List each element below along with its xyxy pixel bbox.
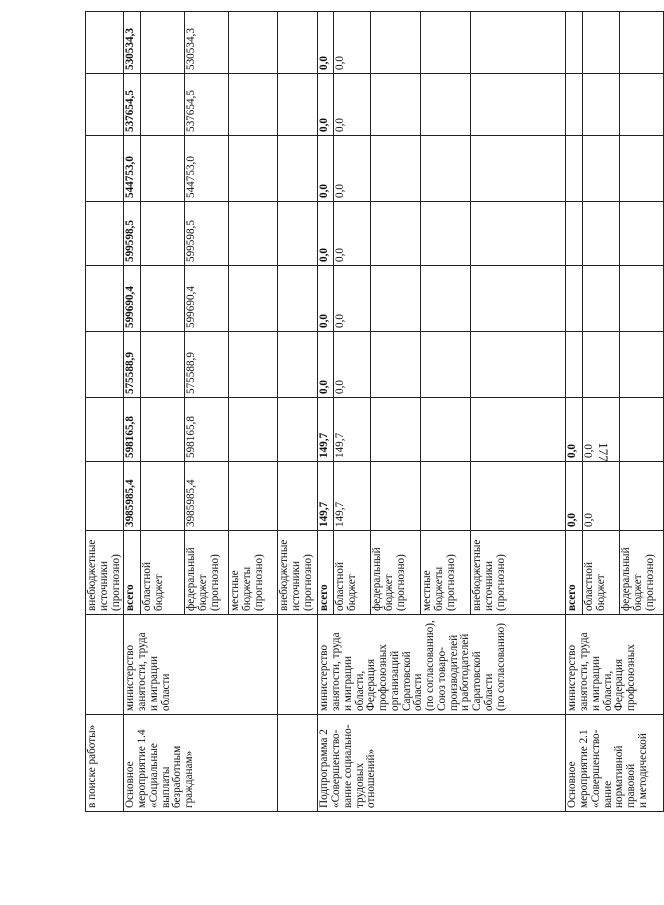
table-cell: 0,0: [583, 398, 620, 462]
table-cell: 0,0: [334, 266, 371, 332]
table-cell: [229, 332, 278, 398]
page-number: 177: [596, 442, 611, 462]
table-cell: [141, 202, 185, 266]
table-cell: [86, 398, 124, 462]
table-cell: [620, 136, 664, 202]
table-cell: [583, 266, 620, 332]
table-cell: [566, 202, 583, 266]
budget-table-rotated: [85, 12, 656, 812]
table-cell: 575588,9: [124, 332, 141, 398]
table-cell: [620, 74, 664, 136]
table-cell: [421, 266, 471, 332]
table-cell: 0,0: [566, 398, 583, 462]
table-cell: [620, 266, 664, 332]
table-cell: [583, 12, 620, 74]
table-cell: [421, 74, 471, 136]
table-cell: местные бюджеты (прогнозно): [229, 531, 278, 615]
table-cell: Основное мероприятие 1.4 «Социальные выплаты безработным гражданам»: [124, 715, 278, 812]
table-cell: [371, 462, 421, 531]
table-cell: [229, 136, 278, 202]
table-cell: [583, 74, 620, 136]
table-row: [318, 12, 334, 812]
table-cell: 0,0: [334, 332, 371, 398]
table-row: [124, 12, 141, 812]
table-cell: [86, 462, 124, 531]
table-cell: министерство занятости, труда и миграции области, Федерация профсоюзных организаций Саратовской области (по согласованию), Союз товаро- производителей и работодателей Саратовской области (по согласованию): [318, 615, 566, 715]
table-cell: [141, 136, 185, 202]
table-cell: [371, 74, 421, 136]
table-cell: [471, 202, 566, 266]
table-cell: всего: [124, 531, 141, 615]
table-cell: 0,0: [566, 462, 583, 531]
table-cell: [371, 202, 421, 266]
table-cell: [86, 202, 124, 266]
table-cell: [421, 462, 471, 531]
table-cell: 0,0: [318, 202, 334, 266]
table-cell: [566, 74, 583, 136]
table-cell: [471, 332, 566, 398]
table-cell: [86, 136, 124, 202]
table-cell: [371, 12, 421, 74]
table-cell: 537654,5: [185, 74, 229, 136]
table-cell: [141, 12, 185, 74]
table-row: [86, 12, 124, 812]
table-cell: 544753,0: [124, 136, 141, 202]
table-cell: 3985985,4: [124, 462, 141, 531]
table-cell: [620, 398, 664, 462]
table-cell: [371, 332, 421, 398]
table-cell: [278, 266, 318, 332]
table-cell: [86, 12, 124, 74]
table-cell: [471, 12, 566, 74]
table-cell: [371, 266, 421, 332]
table-cell: 598165,8: [185, 398, 229, 462]
table-cell: 599690,4: [124, 266, 141, 332]
table-cell: [278, 202, 318, 266]
table-cell: министерство занятости, труда и миграции области: [124, 615, 278, 715]
budget-table: [85, 11, 664, 812]
table-cell: [566, 266, 583, 332]
table-cell: внебюджетные источники (прогнозно): [86, 531, 124, 615]
table-cell: 0,0: [318, 332, 334, 398]
table-cell: [229, 202, 278, 266]
table-cell: [421, 332, 471, 398]
table-cell: 149,7: [318, 398, 334, 462]
table-cell: [421, 12, 471, 74]
table-cell: [620, 462, 664, 531]
table-cell: [278, 462, 318, 531]
table-cell: [471, 74, 566, 136]
table-cell: 0,0: [334, 136, 371, 202]
table-cell: [278, 715, 318, 812]
table-cell: [583, 202, 620, 266]
table-cell: 599598,5: [185, 202, 229, 266]
table-cell: федеральный бюджет (прогнозно): [620, 531, 664, 615]
table-cell: [229, 398, 278, 462]
table-cell: 530534,3: [185, 12, 229, 74]
table-cell: [86, 266, 124, 332]
table-cell: [371, 136, 421, 202]
table-cell: 0,0: [334, 202, 371, 266]
table-cell: Основное мероприятие 2.1 «Совершенство- вание нормативной правовой и методической: [566, 715, 664, 812]
table-cell: 149,7: [318, 462, 334, 531]
table-cell: [471, 266, 566, 332]
table-cell: 0,0: [334, 74, 371, 136]
table-cell: [566, 12, 583, 74]
table-cell: всего: [318, 531, 334, 615]
table-cell: [278, 12, 318, 74]
table-cell: [278, 136, 318, 202]
table-cell: 599690,4: [185, 266, 229, 332]
table-cell: [229, 74, 278, 136]
table-cell: [421, 398, 471, 462]
table-cell: [566, 332, 583, 398]
table-cell: 537654,5: [124, 74, 141, 136]
table-cell: [86, 332, 124, 398]
table-cell: внебюджетные источники (прогнозно): [278, 531, 318, 615]
table-cell: [141, 462, 185, 531]
table-cell: [583, 332, 620, 398]
table-cell: 530534,3: [124, 12, 141, 74]
table-cell: [278, 615, 318, 715]
table-cell: местные бюджеты (прогнозно): [421, 531, 471, 615]
table-cell: [471, 398, 566, 462]
table-cell: всего: [566, 531, 583, 615]
table-cell: [141, 74, 185, 136]
table-cell: [278, 332, 318, 398]
table-cell: [86, 615, 124, 715]
table-cell: [229, 12, 278, 74]
table-cell: 599598,5: [124, 202, 141, 266]
table-cell: внебюджетные источники (прогнозно): [471, 531, 566, 615]
table-cell: [620, 12, 664, 74]
table-cell: Подпрограмма 2 «Совершенство- вание социально- трудовых отношений»: [318, 715, 566, 812]
table-cell: федеральный бюджет (прогнозно): [371, 531, 421, 615]
table-cell: [421, 136, 471, 202]
table-cell: министерство занятости, труда и миграции области, Федерация профсоюзных: [566, 615, 664, 715]
table-cell: областной бюджет: [583, 531, 620, 615]
table-cell: в поиске работы»: [86, 715, 124, 812]
table-cell: [471, 462, 566, 531]
table-cell: [583, 136, 620, 202]
table-cell: 149,7: [334, 462, 371, 531]
table-cell: [371, 398, 421, 462]
table-cell: 598165,8: [124, 398, 141, 462]
table-cell: [229, 462, 278, 531]
table-cell: 3985985,4: [185, 462, 229, 531]
table-row: [278, 12, 318, 812]
table-cell: [229, 266, 278, 332]
table-cell: федеральный бюджет (прогнозно): [185, 531, 229, 615]
table-cell: 0,0: [318, 12, 334, 74]
table-row: [566, 12, 583, 812]
table-cell: 149,7: [334, 398, 371, 462]
table-cell: [141, 398, 185, 462]
table-cell: [421, 202, 471, 266]
table-cell: [278, 398, 318, 462]
table-cell: [620, 332, 664, 398]
table-cell: 0,0: [318, 266, 334, 332]
table-cell: [620, 202, 664, 266]
table-cell: 0,0: [318, 136, 334, 202]
table-cell: 0,0: [318, 74, 334, 136]
table-cell: [566, 136, 583, 202]
table-cell: [141, 266, 185, 332]
table-cell: 0,0: [334, 12, 371, 74]
table-cell: 544753,0: [185, 136, 229, 202]
table-cell: областной бюджет: [334, 531, 371, 615]
table-cell: 575588,9: [185, 332, 229, 398]
table-cell: [141, 332, 185, 398]
table-cell: [471, 136, 566, 202]
table-cell: областной бюджет: [141, 531, 185, 615]
table-cell: [86, 74, 124, 136]
table-cell: [278, 74, 318, 136]
table-cell: 0,0: [583, 462, 620, 531]
